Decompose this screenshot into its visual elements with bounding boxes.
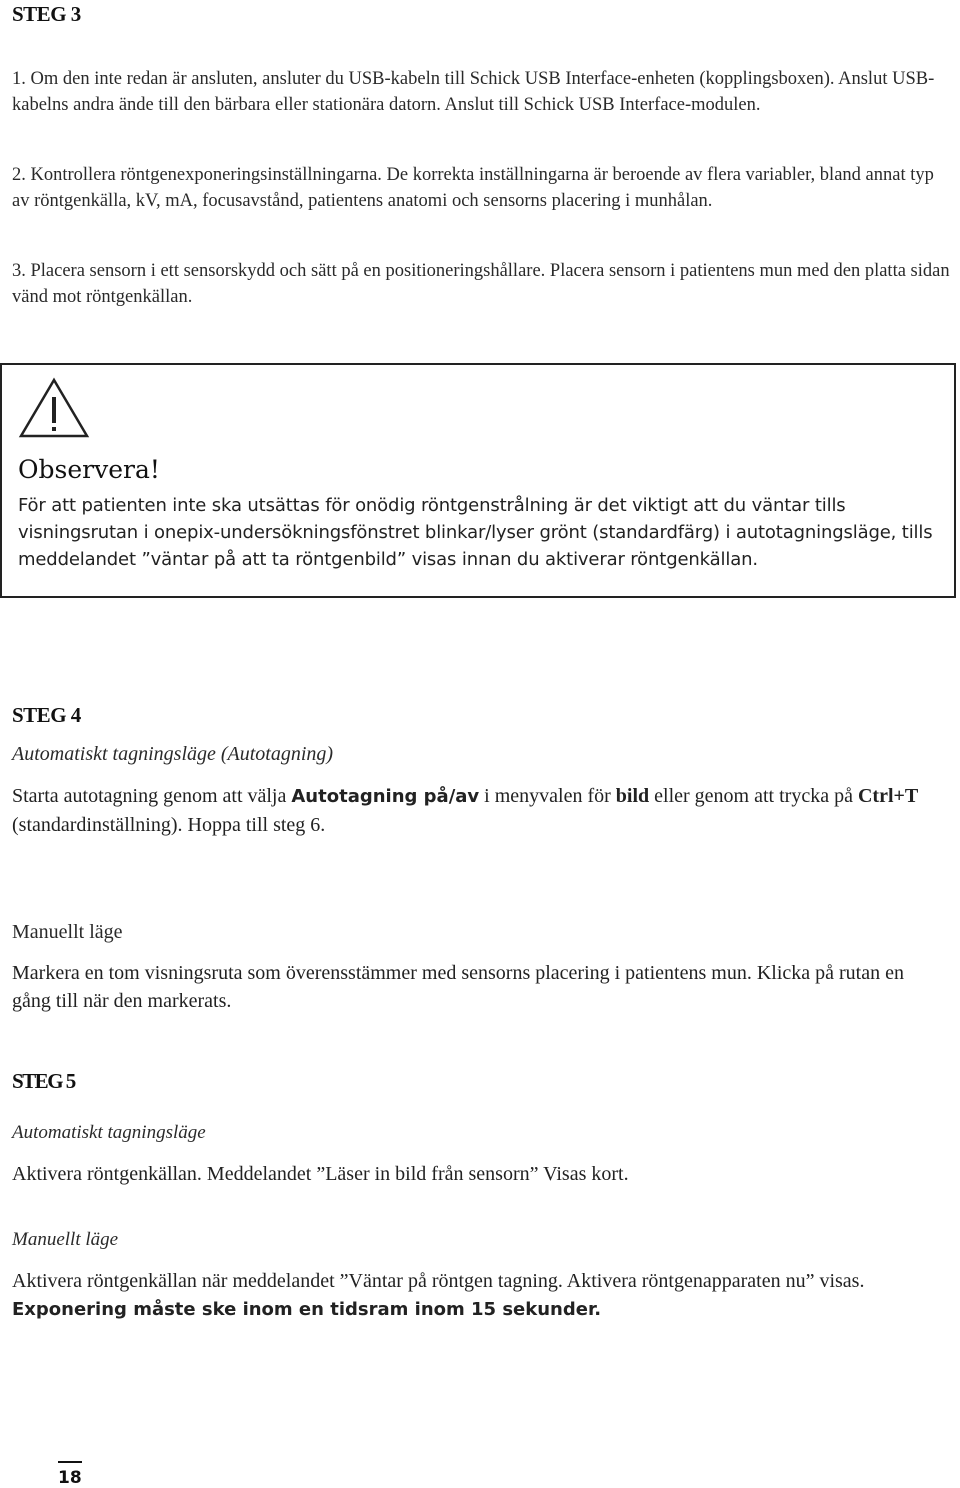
steg4-auto-subtitle: Automatiskt tagningsläge (Autotagning) — [12, 743, 334, 765]
page-number-rule — [58, 1461, 82, 1463]
warning-text: För att patienten inte ska utsättas för onödig röntgenstrålning är det viktigt att du väntar tills visningsrutan i onepix-undersökningsfönstret blinkar/lyser grönt (standardfärg) i autotagningsläge, tills meddelandet ”väntar på att ta röntgenbild” visas innan du aktiverar röntgenkällan. — [18, 495, 933, 570]
steg4-manual-text: Markera en tom visningsruta som överensstämmer med sensorns placering i patientens mun. Klicka på rutan en gång till när den markerats. — [12, 962, 904, 1012]
steg4-auto-text-part2: i menyvalen för — [479, 785, 616, 807]
steg3-item-2: 2. Kontrollera röntgenexponeringsinställningarna. De korrekta inställningarna är beroende av flera variabler, bland annat typ av röntgenkälla, kV, mA, focusavstånd, patientens anatomi och sensorns placering i munhålan. — [12, 165, 934, 211]
steg5-manual-text-emphasis: Exponering måste ske inom en tidsram inom 15 sekunder. — [12, 1299, 602, 1320]
menu-bild: bild — [615, 785, 650, 807]
steg4-auto-text-part4: (standardinställning). Hoppa till steg 6. — [12, 814, 326, 836]
steg4-auto-text — [12, 782, 947, 839]
warning-title: Observera! — [18, 455, 160, 484]
steg5-heading: STEG 5 — [12, 1069, 75, 1093]
shortcut-ctrl-t: Ctrl+T — [857, 785, 919, 807]
steg3-item-3: 3. Placera sensorn i ett sensorskydd och sätt på en positioneringshållare. Placera sensorn i patientens mun med den platta sidan vänd mot röntgenkällan. — [12, 261, 950, 307]
warning-box — [0, 363, 956, 598]
steg4-auto-text-part1: Starta autotagning genom att välja — [12, 785, 292, 807]
steg5-auto-text: Aktivera röntgenkällan. Meddelandet ”Läser in bild från sensorn” Visas kort. — [12, 1163, 629, 1185]
steg5-manual-text — [12, 1267, 947, 1324]
menu-item-autotagning: Autotagning på/av — [291, 786, 480, 807]
steg4-heading: STEG 4 — [12, 703, 81, 727]
page-number: 18 — [58, 1468, 82, 1488]
steg4-manual-subtitle: Manuellt läge — [12, 921, 123, 943]
steg4-auto-text-part3: eller genom att trycka på — [649, 785, 858, 807]
steg5-manual-subtitle: Manuellt läge — [12, 1229, 119, 1250]
warning-triangle-icon — [18, 377, 90, 439]
steg5-auto-subtitle: Automatiskt tagningsläge — [12, 1122, 206, 1143]
steg3-item-1: 1. Om den inte redan är ansluten, ansluter du USB-kabeln till Schick USB Interface-enheten (kopplingsboxen). Anslut USB-kabelns andra ände till den bärbara eller stationära datorn. Anslut till Schick USB Interface-modulen. — [12, 69, 935, 115]
steg5-manual-text-part1: Aktivera röntgenkällan när meddelandet ”Väntar på röntgen tagning. Aktivera röntgenapparaten nu” visas. — [12, 1270, 865, 1292]
steg3-heading: STEG 3 — [12, 2, 81, 26]
